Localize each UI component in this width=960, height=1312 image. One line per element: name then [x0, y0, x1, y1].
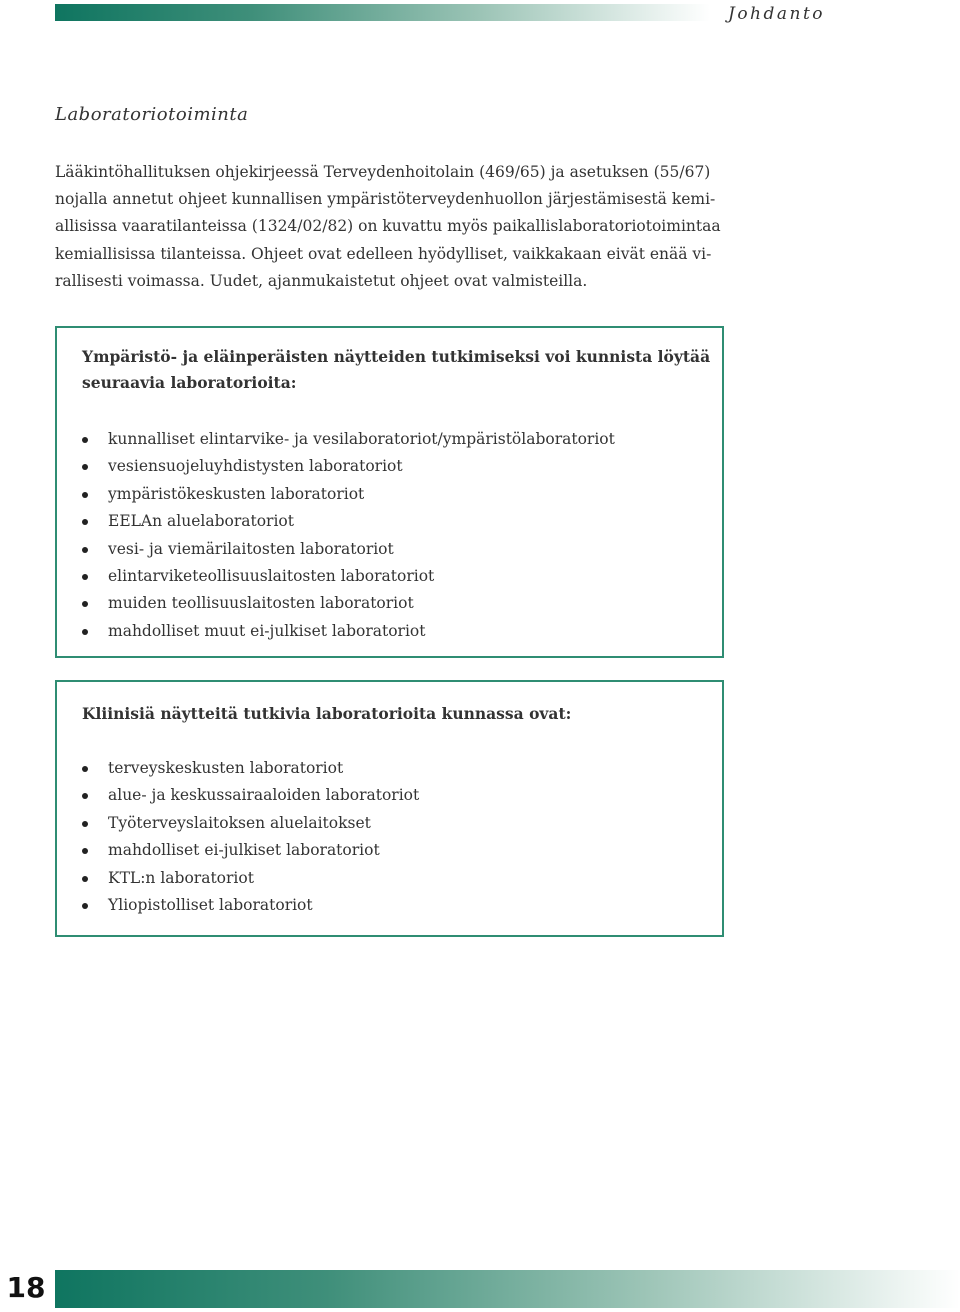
clinical-labs-heading: [82, 701, 571, 727]
bullet-icon: [82, 464, 88, 470]
intro-line: nojalla annetut ohjeet kunnallisen ympäristöterveydenhuollon järjestämisestä kemi-: [55, 190, 716, 209]
list-item: [82, 865, 419, 892]
list-item-text: kunnalliset elintarvike- ja vesilaboratoriot/ympäristölaboratoriot: [108, 430, 615, 448]
list-item: [82, 590, 615, 617]
list-item: [82, 481, 615, 508]
list-item: [82, 837, 419, 864]
list-item: [82, 755, 419, 782]
intro-line: kemiallisissa tilanteissa. Ohjeet ovat edelleen hyödylliset, vaikkakaan eivät enää vi-: [55, 244, 712, 263]
environmental-labs-box: [55, 326, 724, 658]
clinical-labs-list: [82, 755, 419, 919]
list-item: [82, 453, 615, 480]
running-head: Johdanto: [728, 4, 826, 24]
list-item-text: mahdolliset ei-julkiset laboratoriot: [108, 841, 380, 860]
list-item: [82, 536, 615, 563]
list-item-text: vesiensuojeluyhdistysten laboratoriot: [108, 457, 403, 476]
list-item-text: mahdolliset muut ei-julkiset laboratoriot: [108, 621, 426, 640]
environmental-labs-heading: [82, 344, 710, 396]
list-item: [82, 892, 419, 919]
list-item: [82, 563, 615, 590]
list-item: [82, 426, 615, 453]
list-item-text: alue- ja keskussairaaloiden laboratoriot: [108, 786, 420, 805]
bullet-icon: [82, 821, 88, 827]
intro-line: Lääkintöhallituksen ohjekirjeessä Terveydenhoitolain (469/65) ja asetuksen (55/67): [55, 163, 711, 181]
list-item-text: Työterveyslaitoksen aluelaitokset: [108, 813, 371, 832]
list-item: [82, 810, 419, 837]
bullet-icon: [82, 848, 88, 854]
environmental-labs-list: [82, 426, 615, 645]
bullet-icon: [82, 437, 88, 443]
box-heading-line: Ympäristö- ja eläinperäisten näytteiden tutkimiseksi voi kunnista löytää: [82, 347, 711, 366]
bullet-icon: [82, 766, 88, 772]
list-item: [82, 782, 419, 809]
list-item-text: ympäristökeskusten laboratoriot: [108, 484, 365, 503]
list-item: [82, 508, 615, 535]
list-item-text: terveyskeskusten laboratoriot: [108, 759, 344, 777]
box-heading-line: Kliinisiä näytteitä tutkivia laboratorioita kunnassa ovat:: [82, 704, 572, 723]
list-item-text: EELAn aluelaboratoriot: [108, 512, 294, 531]
bullet-icon: [82, 547, 88, 553]
clinical-labs-box: [55, 680, 724, 937]
list-item-text: muiden teollisuuslaitosten laboratoriot: [108, 594, 414, 613]
intro-line: rallisesti voimassa. Uudet, ajanmukaistetut ohjeet ovat valmisteilla.: [55, 271, 588, 290]
bullet-icon: [82, 876, 88, 882]
box-heading-line: seuraavia laboratorioita:: [82, 373, 297, 392]
intro-line: allisissa vaaratilanteissa (1324/02/82) on kuvattu myös paikallislaboratoriotoimintaa: [55, 217, 721, 236]
list-item-text: vesi- ja viemärilaitosten laboratoriot: [108, 539, 394, 558]
list-item: [82, 618, 615, 645]
bullet-icon: [82, 574, 88, 580]
page-number: 18: [6, 1271, 46, 1304]
bullet-icon: [82, 519, 88, 525]
list-item-text: elintarviketeollisuuslaitosten laboratoriot: [108, 566, 435, 585]
header-decorative-bar: [55, 4, 710, 21]
list-item-text: KTL:n laboratoriot: [108, 868, 254, 887]
bullet-icon: [82, 903, 88, 909]
footer-decorative-bar: [55, 1270, 960, 1308]
bullet-icon: [82, 629, 88, 635]
bullet-icon: [82, 601, 88, 607]
bullet-icon: [82, 492, 88, 498]
bullet-icon: [82, 793, 88, 799]
section-heading: Laboratoriotoiminta: [55, 104, 249, 125]
intro-paragraph: [55, 159, 727, 295]
list-item-text: Yliopistolliset laboratoriot: [108, 895, 313, 914]
